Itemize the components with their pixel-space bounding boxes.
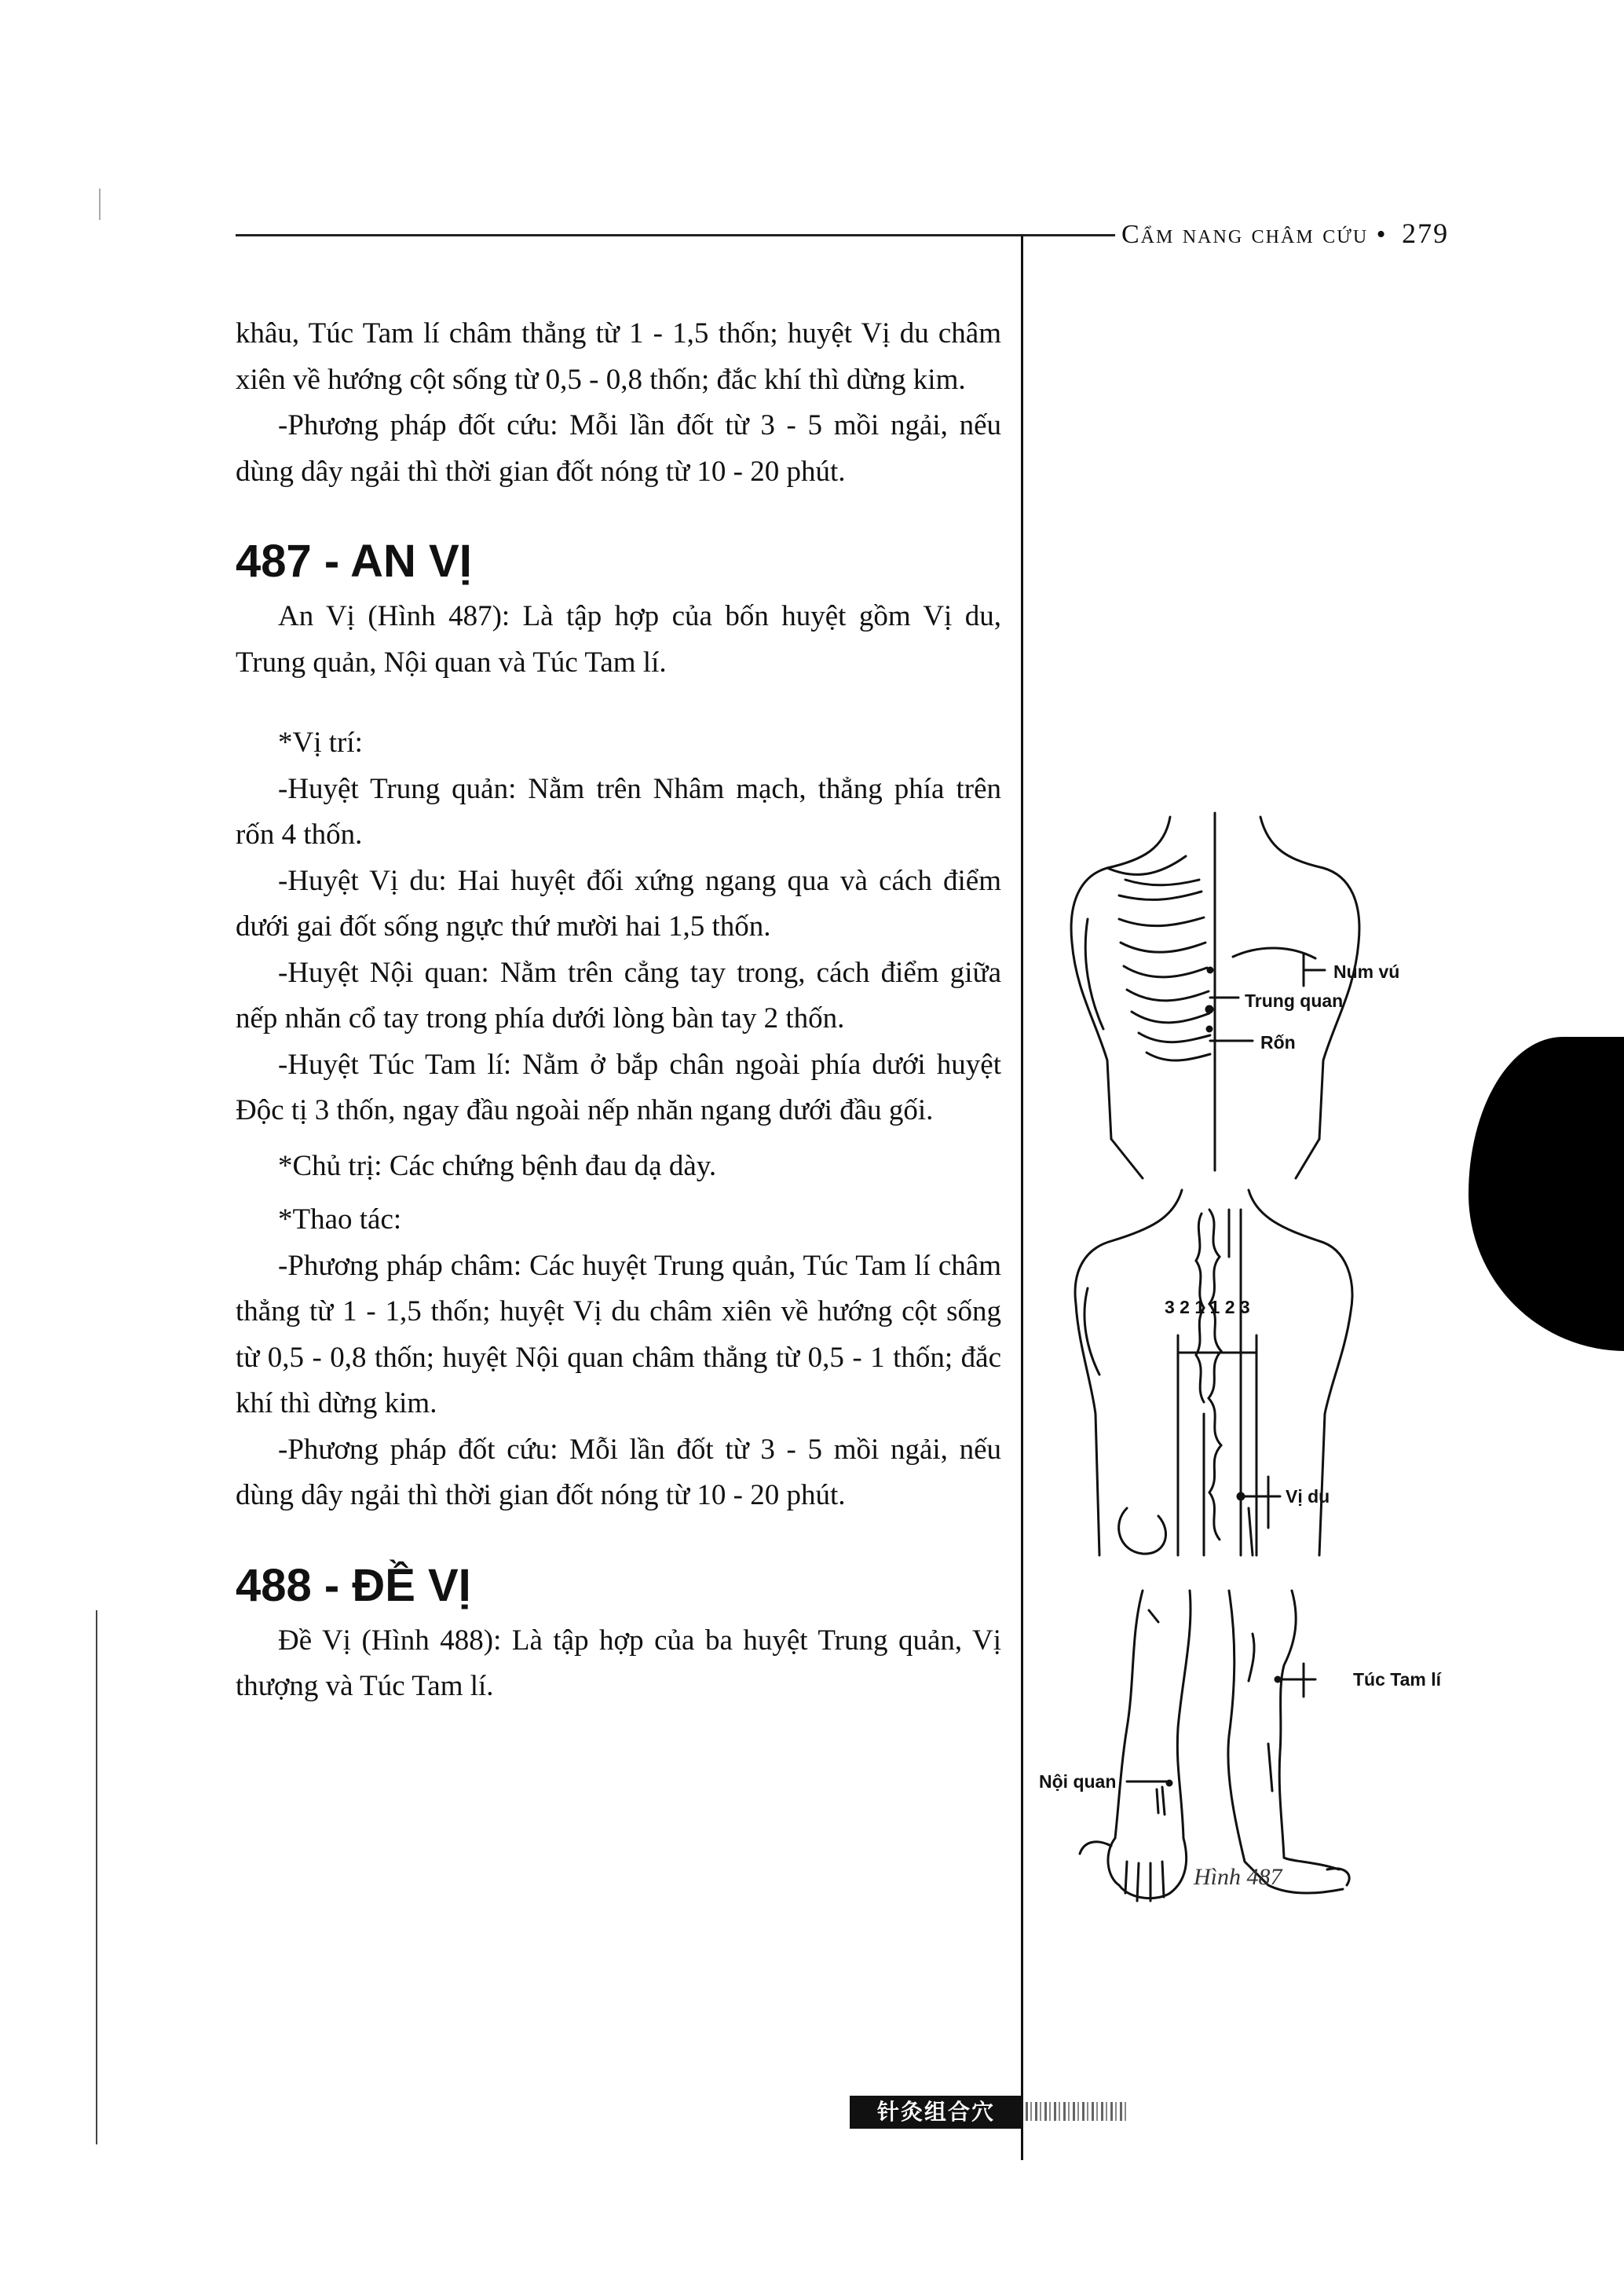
location-tuc-tam-li: -Huyệt Túc Tam lí: Nằm ở bắp chân ngoài phía dưới huyệt Độc tị 3 thốn, ngay đầu ngoài nếp nhăn ngang dưới đầu gối.: [236, 1048, 1001, 1126]
paragraph-moxibustion-prev: -Phương pháp đốt cứu: Mỗi lần đốt từ 3 - 5 mồi ngải, nếu dùng dây ngải thì thời gian đốt nóng từ 10 - 20 phút.: [236, 409, 1001, 488]
needling-method: -Phương pháp châm: Các huyệt Trung quản, Túc Tam lí châm thẳng từ 1 - 1,5 thốn; huyệt Vị du châm xiên về hướng cột sống từ 0,5 - 0,8 thốn; huyệt Nội quan châm thẳng từ 0,5 - 1 thốn; đắc khí thì dừng kim.: [236, 1249, 1001, 1419]
operation-label: *Thao tác:: [278, 1203, 402, 1236]
paragraph-continuation: khâu, Túc Tam lí châm thẳng từ 1 - 1,5 thốn; huyệt Vị du châm xiên về hướng cột sống từ 0,5 - 0,8 thốn; đắc khí thì dừng kim.: [236, 317, 1001, 396]
header-bullet: •: [1376, 220, 1388, 249]
section-487-intro: An Vị (Hình 487): Là tập hợp của bốn huyệt gồm Vị du, Trung quản, Nội quan và Túc Tam lí.: [236, 600, 1001, 679]
label-trung-quan: Trung quan: [1245, 991, 1344, 1011]
running-header: [1121, 217, 1449, 250]
margin-scan-tick: [99, 189, 101, 220]
scan-shadow: [1469, 1037, 1624, 1351]
limbs-drawing: [1080, 1591, 1349, 1901]
header-rule: [236, 234, 1115, 236]
footer-badge: 针灸组合穴: [850, 2096, 1022, 2129]
location-label: *Vị trí:: [278, 727, 363, 759]
margin-scan-line: [96, 1610, 97, 2144]
indication: *Chủ trị: Các chứng bệnh đau dạ dày.: [278, 1149, 717, 1182]
page-number: 279: [1402, 218, 1450, 249]
header-title: Cẩm nang châm cứu: [1121, 220, 1369, 249]
label-ron: Rốn: [1260, 1032, 1296, 1053]
section-488-intro: Đề Vị (Hình 488): Là tập hợp của ba huyệt Trung quản, Vị thượng và Túc Tam lí.: [236, 1624, 1001, 1702]
location-trung-quan: -Huyệt Trung quản: Nằm trên Nhâm mạch, thẳng phía trên rốn 4 thốn.: [236, 772, 1001, 851]
label-tuc-tam-li: Túc Tam lí: [1353, 1669, 1442, 1690]
label-vi-du: Vị du: [1286, 1486, 1330, 1507]
location-noi-quan: -Huyệt Nội quan: Nằm trên cẳng tay trong, cách điểm giữa nếp nhăn cổ tay trong phía dưới lòng bàn tay 2 thốn.: [236, 956, 1001, 1034]
text-column: [236, 311, 1001, 1710]
label-spine-marks: 3 2 1 1 2 3: [1165, 1297, 1250, 1317]
figure-caption: Hình 487: [1194, 1864, 1282, 1890]
footer-scan-noise: [1026, 2102, 1128, 2121]
column-divider: [1021, 236, 1023, 2160]
section-heading-488: 488 - ĐỀ VỊ: [236, 1559, 471, 1611]
label-noi-quan: Nội quan: [1039, 1771, 1117, 1792]
moxibustion-method: -Phương pháp đốt cứu: Mỗi lần đốt từ 3 - 5 mồi ngải, nếu dùng dây ngải thì thời gian đốt nóng từ 10 - 20 phút.: [236, 1433, 1001, 1511]
label-num-vu: Num vú: [1333, 961, 1400, 982]
location-vi-du: -Huyệt Vị du: Hai huyệt đối xứng ngang qua và cách điểm dưới gai đốt sống ngực thứ mười hai 1,5 thốn.: [236, 864, 1001, 943]
section-heading-487: 487 - AN VỊ: [236, 536, 472, 587]
acupoint-figure: [1033, 801, 1472, 1917]
